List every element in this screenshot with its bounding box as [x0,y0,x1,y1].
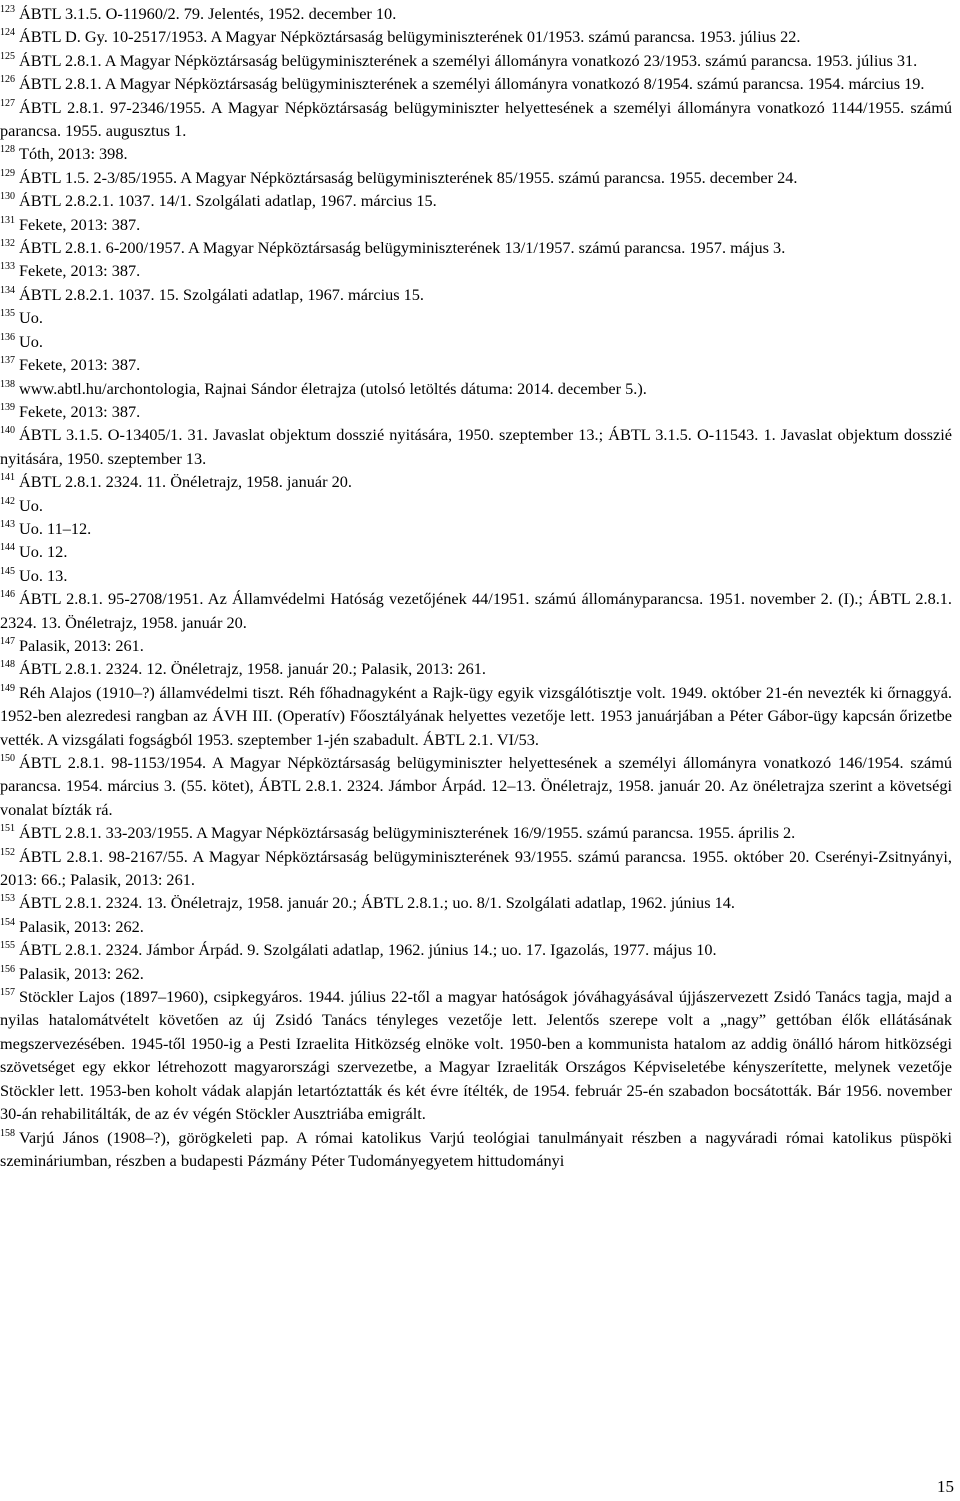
footnote-number: 155 [0,940,15,952]
footnote-134 [0,283,952,306]
footnote-number: 138 [0,378,15,390]
footnote-151 [0,821,952,844]
footnote-text: ÁBTL 2.8.2.1. 1037. 14/1. Szolgálati adatlap, 1967. március 15. [19,191,437,211]
footnote-text: Varjú János (1908–?), görögkeleti pap. A római katolikus Varjú teológiai tanulmányait részben a nagyváradi római katolikus püspöki szemináriumban, részben a budapesti Pázmány Péter Tudományegyetem hittudományi [0,1127,952,1170]
footnote-139 [0,400,952,423]
footnote-text: Uo. 11–12. [19,518,92,538]
footnote-number: 141 [0,472,15,484]
footnote-144 [0,540,952,563]
footnote-text: ÁBTL 2.8.1. 95-2708/1951. Az Államvédelmi Hatóság vezetőjének 44/1951. számú állományparancsa. 1951. november 2. (I).; ÁBTL 2.8.1. 2324. 13. Önéletrajz, 1958. január 20. [0,589,952,632]
footnote-number: 151 [0,823,15,835]
footnote-number: 136 [0,331,15,343]
footnote-text: Uo. [19,308,43,328]
footnote-142 [0,494,952,517]
footnote-number: 126 [0,74,15,86]
footnote-number: 144 [0,542,15,554]
footnote-text: ÁBTL 2.8.1. 6-200/1957. A Magyar Népköztársaság belügyminiszterének 13/1/1957. számú parancsa. 1957. május 3. [19,238,786,258]
footnote-text: ÁBTL 2.8.1. 97-2346/1955. A Magyar Népköztársaság belügyminiszter helyettesének a személyi állományra vonatkozó 1144/1955. számú parancsa. 1955. augusztus 1. [0,97,952,141]
footnote-number: 156 [0,963,15,975]
footnote-123 [0,2,952,25]
footnote-text: ÁBTL 3.1.5. O-13405/1. 31. Javaslat objektum dosszié nyitására, 1950. szeptember 13.; ÁBTL 3.1.5. O-11543. 1. Javaslat objektum dosszié nyitására, 1950. szeptember 13. [0,425,952,468]
footnote-number: 124 [0,27,15,39]
footnote-text: ÁBTL 2.8.2.1. 1037. 15. Szolgálati adatlap, 1967. március 15. [19,284,425,304]
footnote-text: ÁBTL 2.8.1. 98-1153/1954. A Magyar Népköztársaság belügyminiszter helyettesének a személyi állományra vonatkozó 146/1954. számú parancsa. 1954. március 3. (55. kötet), ÁBTL 2.8.1. 2324. Jámbor Árpád. 12–13. Önéletrajz, 1958. január 20. Az önéletrajza szerint a követségi vonalat bízták rá. [0,753,952,819]
footnote-143 [0,517,952,540]
footnote-number: 147 [0,635,15,647]
footnote-number: 150 [0,753,15,764]
footnote-number: 135 [0,308,15,320]
footnote-136 [0,330,952,353]
footnote-text: ÁBTL 2.8.1. 2324. 12. Önéletrajz, 1958. január 20.; Palasik, 2013: 261. [19,659,486,679]
footnote-158 [0,1126,952,1173]
footnote-number: 131 [0,214,15,226]
footnote-number: 132 [0,238,15,250]
footnote-146 [0,587,952,634]
footnote-130 [0,189,952,212]
footnote-number: 145 [0,565,15,577]
footnote-text: ÁBTL 2.8.1. 98-2167/55. A Magyar Népköztársaság belügyminiszterének 93/1955. számú parancsa. 1955. október 20. Cserényi-Zsitnyányi, 2013: 66.; Palasik, 2013: 261. [0,846,952,890]
footnote-number: 139 [0,401,15,413]
footnote-140 [0,423,952,470]
footnote-number: 127 [0,97,15,109]
footnote-text: ÁBTL 3.1.5. O-11960/2. 79. Jelentés, 1952. december 10. [19,4,397,23]
footnote-138 [0,377,952,400]
footnote-133 [0,259,952,282]
footnote-156 [0,962,952,985]
footnote-number: 129 [0,167,15,179]
footnote-number: 123 [0,4,15,15]
footnote-number: 153 [0,893,15,905]
footnote-155 [0,938,952,961]
footnote-number: 154 [0,916,15,928]
footnotes-list [0,2,952,1172]
footnote-text: Stöckler Lajos (1897–1960), csipkegyáros. 1944. július 22-től a magyar hatóságok jóváhagyásával újjászervezett Zsidó Tanács tagja, majd a nyilas hatalomátvételt követően az új Zsidó Tanács tényleges vezetője lett. Jelentős szerepe volt a „nagy” gettóban élők ellátásának megszervezésében. 1945-től 1950-ig a Pesti Izraelita Hitközség elnöke volt. 1950-ben a kommunista hatalom az addig önálló három hitközségi szövetséget egy ekkor létrehozott magyarországi szervezetbe, a Magyar Izraeliták Országos Képviseletébe kényszerítette, melynek vezetője Stöckler lett. 1953-ben koholt vádak alapján letartóztatták és két évre ítélték, de 1954. február 25-én szabadon bocsátották. Bár 1956. november 30-án rehabilitálták, de az év végén Stöckler Ausztriába emigrált. [0,987,952,1124]
footnote-148 [0,657,952,680]
footnote-text: ÁBTL 1.5. 2-3/85/1955. A Magyar Népköztársaság belügyminiszterének 85/1955. számú parancsa. 1955. december 24. [19,167,798,187]
footnote-text: Fekete, 2013: 387. [19,401,141,421]
footnote-number: 146 [0,589,15,601]
footnote-text: Uo. 12. [19,542,68,562]
footnote-text: Tóth, 2013: 398. [19,144,128,164]
footnote-text: Réh Alajos (1910–?) államvédelmi tiszt. Réh főhadnagyként a Rajk-ügy egyik vizsgálótisztje volt. 1949. október 21-én nevezték ki őrnaggyá. 1952-ben alezredesi rangban az ÁVH III. (Operatív) Főosztályának helyettes vezetője lett. 1953 januárjában a Péter Gábor-ügy kapcsán őrizetbe vették. A vizsgálati fogságból 1953. szeptember 1-jén szabadult. ÁBTL 2.1. VI/53. [0,682,952,749]
footnote-text: ÁBTL 2.8.1. 2324. 13. Önéletrajz, 1958. január 20.; ÁBTL 2.8.1.; uo. 8/1. Szolgálati adatlap, 1962. június 14. [19,893,735,913]
footnote-text: Uo. [19,331,43,351]
footnote-153 [0,891,952,914]
footnote-text: ÁBTL 2.8.1. 2324. 11. Önéletrajz, 1958. január 20. [19,472,352,492]
footnote-131 [0,213,952,236]
footnote-text: Palasik, 2013: 262. [19,916,144,936]
footnote-text: Fekete, 2013: 387. [19,261,141,281]
footnote-number: 152 [0,846,15,858]
footnote-157 [0,985,952,1125]
footnote-number: 137 [0,355,15,367]
footnote-124 [0,25,952,48]
footnote-text: ÁBTL D. Gy. 10-2517/1953. A Magyar Népköztársaság belügyminiszterének 01/1953. számú parancsa. 1953. július 22. [19,27,801,47]
footnote-number: 142 [0,495,15,507]
footnote-text: Fekete, 2013: 387. [19,214,141,234]
footnote-text: ÁBTL 2.8.1. A Magyar Népköztársaság belügyminiszterének a személyi állományra vonatkozó 23/1953. számú parancsa. 1953. július 31. [19,50,918,70]
footnote-154 [0,915,952,938]
footnote-number: 125 [0,50,15,62]
footnote-number: 130 [0,191,15,203]
footnote-text: ÁBTL 2.8.1. A Magyar Népköztársaság belügyminiszterének a személyi állományra vonatkozó 8/1954. számú parancsa. 1954. március 19. [19,74,925,94]
footnote-125 [0,49,952,72]
footnote-145 [0,564,952,587]
footnote-149 [0,681,952,751]
footnote-number: 158 [0,1127,15,1139]
footnote-147 [0,634,952,657]
footnote-number: 157 [0,987,15,999]
footnote-number: 143 [0,518,15,530]
footnote-text: Palasik, 2013: 262. [19,963,144,983]
footnote-text: Palasik, 2013: 261. [19,635,144,655]
footnote-text: ÁBTL 2.8.1. 33-203/1955. A Magyar Népköztársaság belügyminiszterének 16/9/1955. számú parancsa. 1955. április 2. [19,823,796,843]
footnote-number: 133 [0,261,15,273]
footnote-132 [0,236,952,259]
footnote-text: Fekete, 2013: 387. [19,355,141,375]
footnote-127 [0,96,952,143]
footnote-150 [0,751,952,821]
footnote-text: ÁBTL 2.8.1. 2324. Jámbor Árpád. 9. Szolgálati adatlap, 1962. június 14.; uo. 17. Igazolás, 1977. május 10. [19,940,717,960]
footnote-126 [0,72,952,95]
page-number: 15 [937,1477,954,1496]
footnote-number: 134 [0,284,15,296]
footnote-number: 148 [0,659,15,671]
footnote-text: Uo. 13. [19,565,68,585]
footnote-text: www.abtl.hu/archontologia, Rajnai Sándor életrajza (utolsó letöltés dátuma: 2014. december 5.). [19,378,647,398]
footnote-number: 128 [0,144,15,156]
footnote-129 [0,166,952,189]
footnote-137 [0,353,952,376]
footnote-number: 140 [0,425,15,437]
footnote-number: 149 [0,682,15,694]
footnote-141 [0,470,952,493]
footnote-135 [0,306,952,329]
footnote-text: Uo. [19,495,43,515]
footnote-128 [0,142,952,165]
footnote-152 [0,845,952,892]
